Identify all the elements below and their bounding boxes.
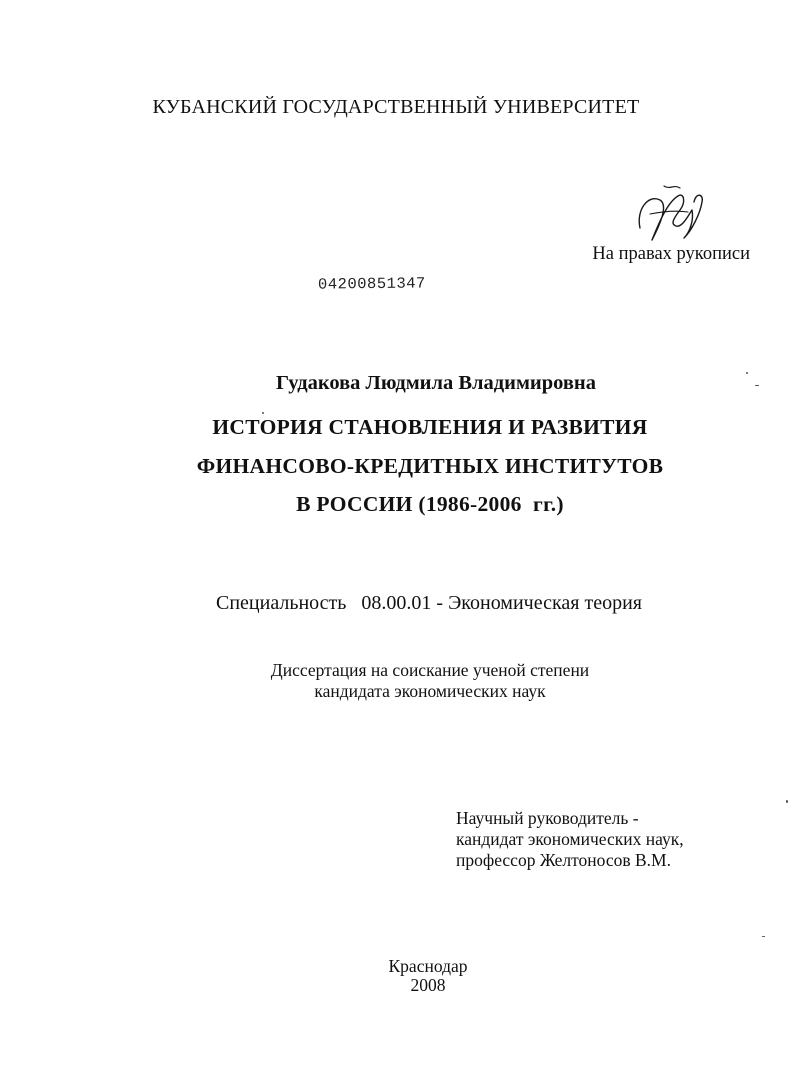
advisor-line-1: Научный руководитель - [456, 808, 639, 828]
city-label: Краснодар [388, 956, 468, 976]
specialty-line: Специальность 08.00.01 - Экономическая теория [216, 592, 642, 614]
dissertation-title-line-3: В РОССИИ (1986-2006 гг.) [296, 492, 564, 516]
inventory-number: 04200851347 [317, 274, 426, 294]
dissertation-title-line-1: ИСТОРИЯ СТАНОВЛЕНИЯ И РАЗВИТИЯ [212, 415, 648, 439]
scan-speck [262, 412, 264, 414]
advisor-line-3: профессор Желтоносов В.М. [456, 850, 671, 870]
advisor-line-2: кандидат экономических наук, [456, 829, 684, 849]
scan-speck [786, 800, 788, 803]
dissertation-title-line-2: ФИНАНСОВО-КРЕДИТНЫХ ИНСТИТУТОВ [196, 454, 664, 478]
scan-speck [755, 385, 759, 386]
scan-speck [762, 936, 765, 937]
university-name: КУБАНСКИЙ ГОСУДАРСТВЕННЫЙ УНИВЕРСИТЕТ [152, 96, 640, 118]
manuscript-rights-label: На правах рукописи [592, 244, 750, 264]
author-name: Гудакова Людмила Владимировна [275, 372, 596, 394]
scan-speck [746, 372, 748, 374]
degree-line-1: Диссертация на соискание ученой степени [270, 660, 590, 680]
degree-line-2: кандидата экономических наук [314, 681, 546, 701]
handwritten-signature [630, 180, 710, 250]
year-label: 2008 [410, 975, 446, 995]
